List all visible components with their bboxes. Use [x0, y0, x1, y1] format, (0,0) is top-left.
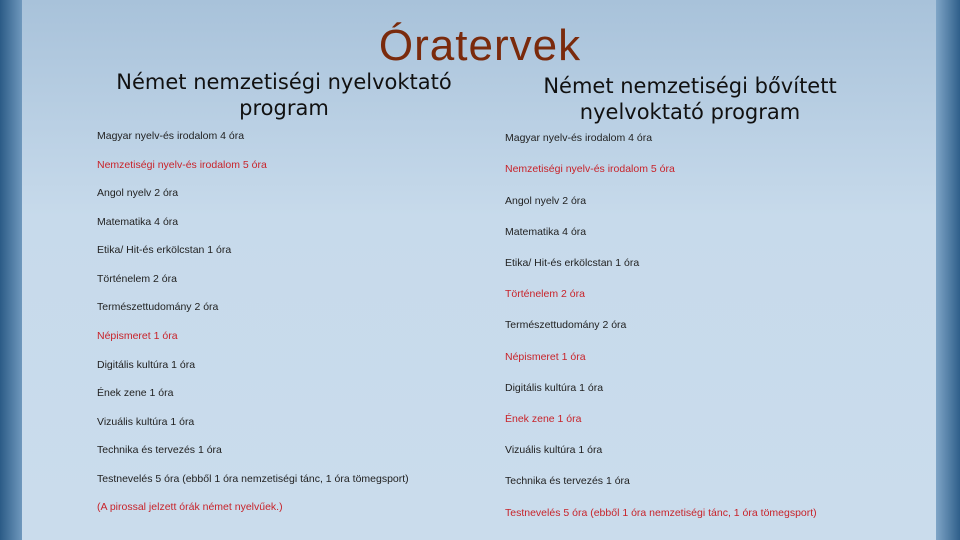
list-item: Testnevelés 5 óra (ebből 1 óra nemzetiségi tánc, 1 óra tömegsport): [97, 473, 409, 485]
list-item: Magyar nyelv-és irodalom 4 óra: [97, 130, 245, 142]
list-item: Matematika 4 óra: [505, 226, 587, 238]
list-item: Etika/ Hit-és erkölcstan 1 óra: [97, 244, 232, 256]
list-item: Matematika 4 óra: [97, 216, 179, 228]
list-item: Etika/ Hit-és erkölcstan 1 óra: [505, 257, 640, 269]
list-item: Angol nyelv 2 óra: [97, 187, 179, 199]
list-item: Testnevelés 5 óra (ebből 1 óra nemzetiségi tánc, 1 óra tömegsport): [505, 507, 817, 519]
list-item: Történelem 2 óra: [505, 288, 585, 300]
list-item: Vizuális kultúra 1 óra: [505, 444, 603, 456]
slide-title: Óratervek: [378, 21, 582, 70]
list-item: Természettudomány 2 óra: [97, 301, 219, 313]
list-item: Vizuális kultúra 1 óra: [97, 416, 195, 428]
list-item: Digitális kultúra 1 óra: [97, 359, 196, 371]
list-item: Magyar nyelv-és irodalom 4 óra: [505, 132, 653, 144]
list-item: Technika és tervezés 1 óra: [97, 444, 222, 456]
right-column-heading: Német nemzetiségi bővített nyelvoktató program: [543, 74, 837, 124]
list-item: Történelem 2 óra: [97, 273, 177, 285]
list-item: Nemzetiségi nyelv-és irodalom 5 óra: [97, 159, 267, 171]
list-item: Digitális kultúra 1 óra: [505, 382, 604, 394]
list-item: Természettudomány 2 óra: [505, 319, 627, 331]
left-column-heading: Német nemzetiségi nyelvoktató program: [116, 70, 452, 120]
list-item: Nemzetiségi nyelv-és irodalom 5 óra: [505, 163, 675, 175]
list-item: Ének zene 1 óra: [97, 387, 174, 399]
list-item: Angol nyelv 2 óra: [505, 195, 587, 207]
list-item: (A pirossal jelzett órák német nyelvűek.): [97, 501, 283, 513]
slide-edge-right: [936, 0, 960, 540]
list-item: Ének zene 1 óra: [505, 413, 582, 425]
list-item: Technika és tervezés 1 óra: [505, 475, 630, 487]
list-item: Népismeret 1 óra: [505, 351, 586, 363]
list-item: Népismeret 1 óra: [97, 330, 178, 342]
slide-edge-left: [0, 0, 22, 540]
